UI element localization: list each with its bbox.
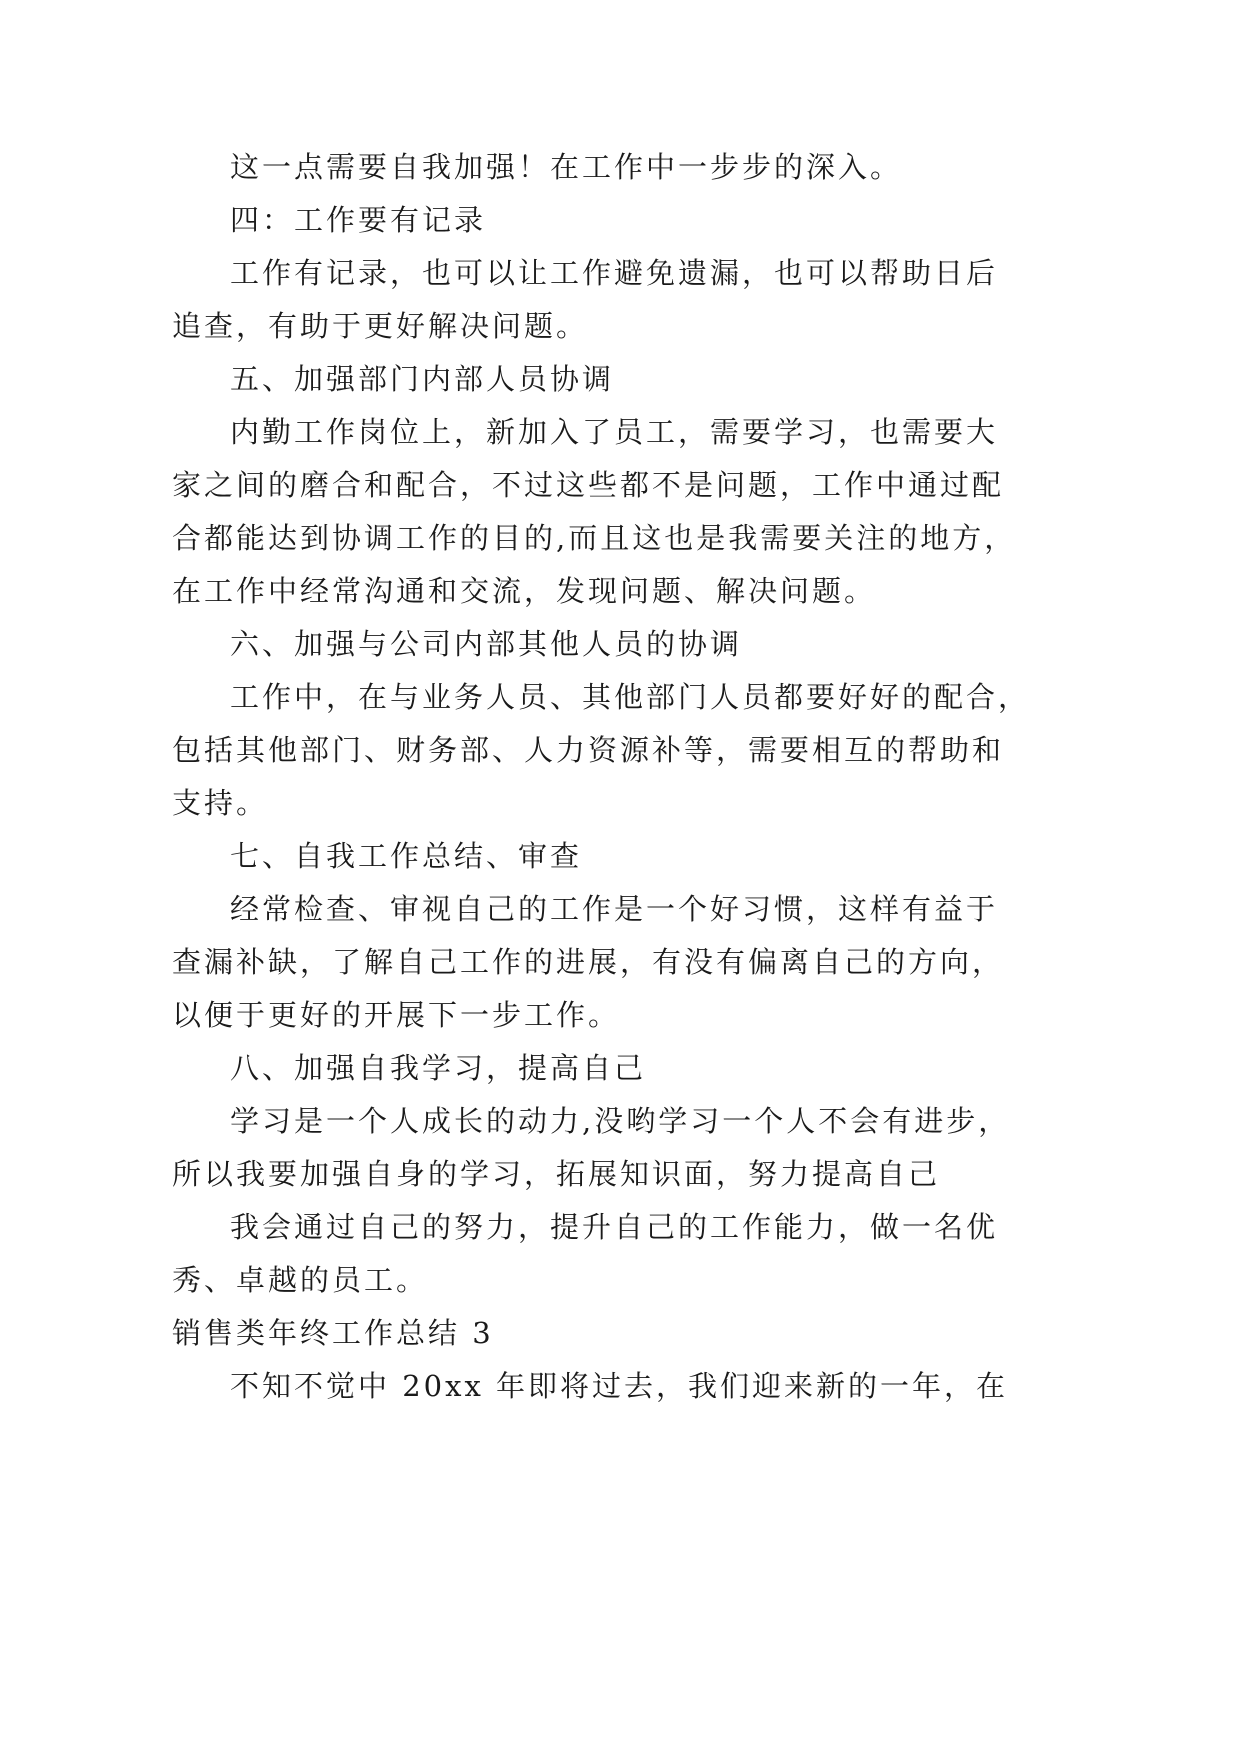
text-line: 包括其他部门、财务部、人力资源补等，需要相互的帮助和 <box>172 733 1005 767</box>
text-line: 家之间的磨合和配合，不过这些都不是问题，工作中通过配 <box>172 468 1005 502</box>
text-line: 在工作中经常沟通和交流，发现问题、解决问题。 <box>172 574 877 608</box>
document-title: 销售类年终工作总结 3 <box>172 1316 494 1350</box>
text-line: 以便于更好的开展下一步工作。 <box>172 998 621 1032</box>
text-line: 秀、卓越的员工。 <box>172 1263 429 1297</box>
text-line: 支持。 <box>172 786 269 820</box>
text-line: 合都能达到协调工作的目的,而且这也是我需要关注的地方， <box>172 521 1017 555</box>
text-line: 不知不觉中 20xx 年即将过去，我们迎来新的一年，在 <box>230 1369 1009 1403</box>
text-line: 学习是一个人成长的动力,没哟学习一个人不会有进步， <box>230 1104 1011 1138</box>
text-line: 工作中，在与业务人员、其他部门人员都要好好的配合， <box>230 680 1031 714</box>
text-line: 工作有记录，也可以让工作避免遗漏，也可以帮助日后 <box>230 256 999 290</box>
section-heading: 六、加强与公司内部其他人员的协调 <box>230 627 743 661</box>
section-heading: 七、自我工作总结、审查 <box>230 839 583 873</box>
text-line: 查漏补缺，了解自己工作的进展，有没有偏离自己的方向， <box>172 945 1005 979</box>
text-line: 我会通过自己的努力，提升自己的工作能力，做一名优 <box>230 1210 999 1244</box>
text-line: 内勤工作岗位上，新加入了员工，需要学习，也需要大 <box>230 415 999 449</box>
section-heading: 八、加强自我学习，提高自己 <box>230 1051 647 1085</box>
section-heading: 五、加强部门内部人员协调 <box>230 362 615 396</box>
text-line: 这一点需要自我加强！在工作中一步步的深入。 <box>230 150 903 184</box>
text-line: 经常检查、审视自己的工作是一个好习惯，这样有益于 <box>230 892 999 926</box>
text-line: 所以我要加强自身的学习，拓展知识面，努力提高自己 <box>172 1157 941 1191</box>
text-line: 追查，有助于更好解决问题。 <box>172 309 589 343</box>
section-heading: 四：工作要有记录 <box>230 203 487 237</box>
